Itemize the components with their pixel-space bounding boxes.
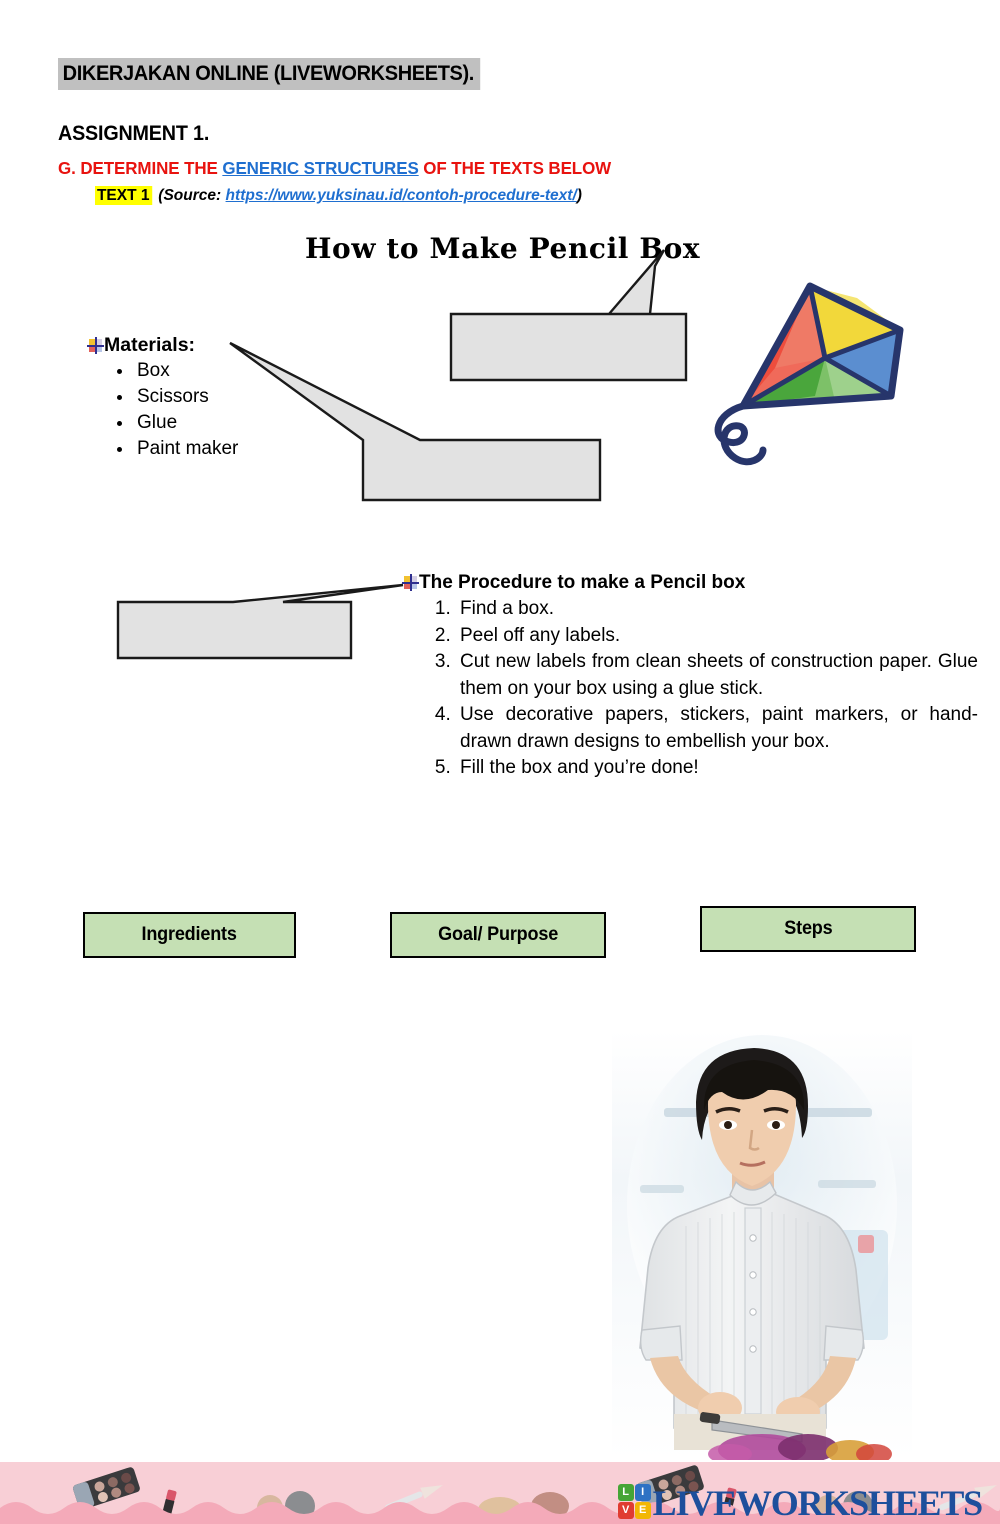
callout-shape <box>230 343 600 500</box>
sleeve-left <box>641 1326 682 1360</box>
list-item: 3. Cut new labels from clean sheets of construction paper. Glue them on your box using a glue stick. <box>456 649 978 702</box>
list-item: 4. Use decorative papers, stickers, paint markers, or hand-drawn drawn designs to embellish your box. <box>456 702 978 755</box>
source-line <box>95 187 582 205</box>
pinwheel-bullet-icon <box>88 338 103 353</box>
liveworksheets-wordmark: LIVEWORKSHEETS <box>652 1483 982 1523</box>
assignment-heading: ASSIGNMENT 1. <box>58 122 210 145</box>
answer-chip-steps[interactable] <box>700 906 916 952</box>
callout-answer-zone-procedure[interactable] <box>118 585 418 680</box>
callout-shape <box>118 585 403 658</box>
liveworksheets-footer <box>0 1462 1000 1524</box>
list-item: 5. Fill the box and you’re done! <box>456 755 978 782</box>
answer-chip-label: Steps <box>783 918 833 939</box>
source-url-link[interactable]: https://www.yuksinau.id/contoh-procedure-text/ <box>225 187 577 204</box>
kite-illustration <box>705 268 920 468</box>
sleeve-right <box>824 1326 863 1360</box>
live-cube-l: L <box>618 1484 634 1501</box>
answer-chip-goal-purpose[interactable] <box>390 912 606 958</box>
instruction-letter: G. <box>58 158 76 178</box>
instruction-text-before: DETERMINE THE <box>80 158 218 178</box>
source-prefix: (Source: <box>158 187 222 204</box>
materials-heading <box>88 334 195 357</box>
instruction-emphasis: GENERIC STRUCTURES <box>222 158 419 178</box>
list-item: • Box <box>134 358 238 384</box>
list-item: 2. Peel off any labels. <box>456 623 978 650</box>
page-banner-title: DIKERJAKAN ONLINE (LIVEWORKSHEETS). <box>58 58 481 90</box>
instruction-text-after: OF THE TEXTS BELOW <box>423 158 612 178</box>
list-item: • Paint maker <box>134 436 238 462</box>
answer-chip-label: Goal/ Purpose <box>438 924 558 945</box>
procedure-heading-label: The Procedure to make a Pencil box <box>419 572 746 593</box>
document-title: How to Make Pencil Box <box>305 232 701 265</box>
liveworksheets-logo[interactable] <box>618 1474 982 1522</box>
photo-person-cooking <box>612 1030 912 1460</box>
list-item: • Scissors <box>134 384 238 410</box>
procedure-list <box>424 596 978 782</box>
list-item: • Glue <box>134 410 238 436</box>
materials-heading-label: Materials: <box>104 334 196 356</box>
list-item: 1. Find a box. <box>456 596 978 623</box>
live-cube-e: E <box>635 1502 651 1519</box>
answer-chip-label: Ingredients <box>141 924 238 945</box>
kite-tail <box>718 406 763 462</box>
live-cubes-icon <box>618 1484 652 1520</box>
materials-list <box>110 358 238 462</box>
text-label-badge: TEXT 1 <box>95 186 152 205</box>
live-cube-i: I <box>635 1484 651 1501</box>
answer-chip-ingredients[interactable] <box>83 912 296 958</box>
source-suffix: ) <box>576 187 582 204</box>
callout-answer-zone-materials[interactable] <box>230 340 610 515</box>
procedure-heading <box>403 572 745 594</box>
instruction-line <box>58 158 611 179</box>
live-cube-v: V <box>618 1502 634 1519</box>
pinwheel-bullet-icon <box>403 575 418 590</box>
